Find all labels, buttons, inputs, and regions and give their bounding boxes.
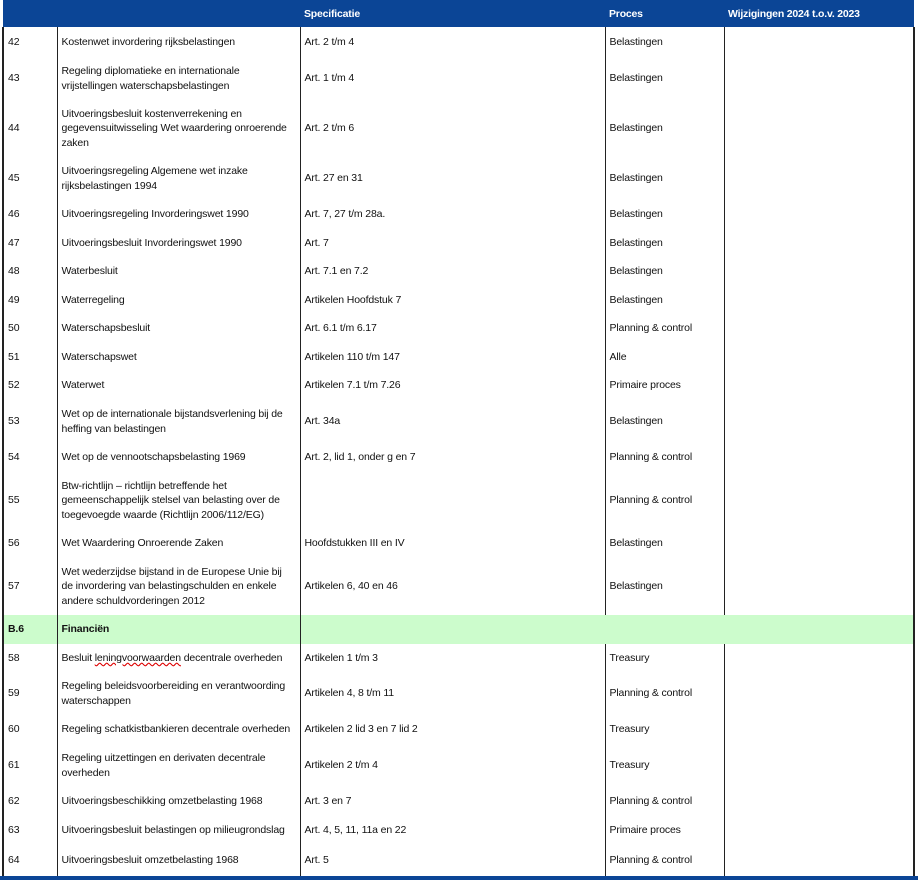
cell-nr: 62 — [3, 787, 57, 816]
table-row — [3, 672, 914, 715]
cell-nr: 53 — [3, 400, 57, 443]
cell-name: Waterwet — [57, 371, 300, 400]
cell-name: Wet op de internationale bijstandsverlening bij de heffing van belastingen — [57, 400, 300, 443]
cell-proces: Belastingen — [605, 57, 724, 100]
cell-proces: Planning & control — [605, 787, 724, 816]
cell-nr: 51 — [3, 343, 57, 371]
cell-proces: Belastingen — [605, 400, 724, 443]
cell-nr: 60 — [3, 715, 57, 744]
cell-name: Wet wederzijdse bijstand in de Europese Unie bij de invordering van belastingschulden en enkele andere schuldvorderingen 2012 — [57, 558, 300, 615]
cell-wijzigingen — [724, 286, 914, 314]
cell-name: Besluit leningvoorwaarden decentrale overheden — [57, 644, 300, 672]
cell-nr: 55 — [3, 472, 57, 529]
table-row — [3, 715, 914, 744]
cell-wijzigingen — [724, 816, 914, 845]
cell-specificatie: Artikelen 1 t/m 3 — [300, 644, 605, 672]
cell-specificatie: Art. 1 t/m 4 — [300, 57, 605, 100]
cell-name: Regeling schatkistbankieren decentrale overheden — [57, 715, 300, 744]
cell-proces: Planning & control — [605, 672, 724, 715]
cell-nr: 43 — [3, 57, 57, 100]
cell-name: Waterregeling — [57, 286, 300, 314]
cell-specificatie: Artikelen 7.1 t/m 7.26 — [300, 371, 605, 400]
cell-nr: 52 — [3, 371, 57, 400]
cell-nr: 61 — [3, 744, 57, 787]
cell-name: Regeling diplomatieke en internationale vrijstellingen waterschapsbelastingen — [57, 57, 300, 100]
table-row — [3, 57, 914, 100]
table-row — [3, 314, 914, 343]
cell-name: Uitvoeringsbesluit kostenverrekening en gegevensuitwisseling Wet waardering onroerende zaken — [57, 100, 300, 157]
cell-nr: B.6 — [3, 615, 57, 644]
table-row — [3, 400, 914, 443]
cell-nr: 64 — [3, 845, 57, 876]
cell-name: Regeling uitzettingen en derivaten decentrale overheden — [57, 744, 300, 787]
cell-specificatie: Artikelen 110 t/m 147 — [300, 343, 605, 371]
table-row — [3, 845, 914, 876]
cell-specificatie: Art. 2, lid 1, onder g en 7 — [300, 443, 605, 472]
cell-wijzigingen — [724, 343, 914, 371]
cell-nr: 59 — [3, 672, 57, 715]
table-row — [3, 286, 914, 314]
cell-proces: Primaire proces — [605, 371, 724, 400]
cell-proces: Belastingen — [605, 257, 724, 286]
cell-nr: 47 — [3, 229, 57, 257]
table-header-row — [3, 0, 914, 27]
section-row — [3, 615, 914, 644]
cell-nr: 46 — [3, 200, 57, 229]
cell-wijzigingen — [724, 615, 914, 644]
cell-wijzigingen — [724, 100, 914, 157]
table-row — [3, 100, 914, 157]
cell-name: Waterschapsbesluit — [57, 314, 300, 343]
cell-nr: 56 — [3, 529, 57, 558]
header-nr — [3, 0, 57, 27]
cell-name: Wet op de vennootschapsbelasting 1969 — [57, 443, 300, 472]
cell-nr: 57 — [3, 558, 57, 615]
header-name — [57, 0, 300, 27]
cell-proces: Belastingen — [605, 200, 724, 229]
cell-specificatie: Art. 2 t/m 6 — [300, 100, 605, 157]
table-row — [3, 200, 914, 229]
cell-wijzigingen — [724, 257, 914, 286]
table-row — [3, 27, 914, 57]
cell-specificatie: Artikelen 4, 8 t/m 11 — [300, 672, 605, 715]
cell-wijzigingen — [724, 529, 914, 558]
table-row — [3, 558, 914, 615]
spellcheck-flagged-word: leningvoorwaarden — [94, 651, 181, 664]
cell-wijzigingen — [724, 371, 914, 400]
cell-specificatie: Art. 27 en 31 — [300, 157, 605, 200]
cell-nr: 63 — [3, 816, 57, 845]
cell-nr: 45 — [3, 157, 57, 200]
cell-name: Uitvoeringsregeling Algemene wet inzake rijksbelastingen 1994 — [57, 157, 300, 200]
table-row — [3, 644, 914, 672]
cell-wijzigingen — [724, 472, 914, 529]
cell-name: Btw-richtlijn – richtlijn betreffende het gemeenschappelijk stelsel van belasting over de toegevoegde waarde (Richtlijn 2006/112/EG) — [57, 472, 300, 529]
cell-specificatie: Art. 2 t/m 4 — [300, 27, 605, 57]
cell-name: Uitvoeringsbeschikking omzetbelasting 1968 — [57, 787, 300, 816]
cell-name: Uitvoeringsbesluit omzetbelasting 1968 — [57, 845, 300, 876]
cell-name: Regeling beleidsvoorbereiding en verantwoording waterschappen — [57, 672, 300, 715]
cell-proces: Belastingen — [605, 229, 724, 257]
cell-proces: Alle — [605, 343, 724, 371]
cell-wijzigingen — [724, 27, 914, 57]
table-row — [3, 257, 914, 286]
header-specificatie: Specificatie — [300, 0, 605, 27]
cell-specificatie: Art. 7.1 en 7.2 — [300, 257, 605, 286]
cell-specificatie — [300, 615, 605, 644]
table-row — [3, 443, 914, 472]
cell-nr: 48 — [3, 257, 57, 286]
cell-nr: 50 — [3, 314, 57, 343]
cell-proces: Treasury — [605, 715, 724, 744]
table-body — [3, 27, 914, 876]
cell-proces: Planning & control — [605, 443, 724, 472]
cell-name: Kostenwet invordering rijksbelastingen — [57, 27, 300, 57]
cell-wijzigingen — [724, 644, 914, 672]
cell-specificatie: Art. 7 — [300, 229, 605, 257]
cell-specificatie: Art. 5 — [300, 845, 605, 876]
cell-proces: Belastingen — [605, 529, 724, 558]
cell-proces: Belastingen — [605, 100, 724, 157]
cell-wijzigingen — [724, 229, 914, 257]
cell-wijzigingen — [724, 443, 914, 472]
cell-specificatie — [300, 472, 605, 529]
cell-specificatie: Artikelen 6, 40 en 46 — [300, 558, 605, 615]
header-wijzigingen: Wijzigingen 2024 t.o.v. 2023 — [724, 0, 914, 27]
cell-proces — [605, 615, 724, 644]
cell-wijzigingen — [724, 157, 914, 200]
cell-nr: 49 — [3, 286, 57, 314]
table-row — [3, 157, 914, 200]
cell-name: Waterschapswet — [57, 343, 300, 371]
cell-specificatie: Artikelen Hoofdstuk 7 — [300, 286, 605, 314]
cell-proces: Belastingen — [605, 27, 724, 57]
cell-wijzigingen — [724, 400, 914, 443]
footer-bar — [0, 876, 918, 880]
cell-nr: 54 — [3, 443, 57, 472]
cell-proces: Belastingen — [605, 286, 724, 314]
cell-wijzigingen — [724, 57, 914, 100]
cell-name: Wet Waardering Onroerende Zaken — [57, 529, 300, 558]
cell-name: Uitvoeringsregeling Invorderingswet 1990 — [57, 200, 300, 229]
cell-specificatie: Art. 4, 5, 11, 11a en 22 — [300, 816, 605, 845]
cell-proces: Treasury — [605, 744, 724, 787]
cell-specificatie: Hoofdstukken III en IV — [300, 529, 605, 558]
cell-wijzigingen — [724, 787, 914, 816]
regulations-table — [2, 0, 915, 876]
cell-nr: 44 — [3, 100, 57, 157]
cell-wijzigingen — [724, 672, 914, 715]
cell-specificatie: Artikelen 2 lid 3 en 7 lid 2 — [300, 715, 605, 744]
cell-name: Waterbesluit — [57, 257, 300, 286]
table-row — [3, 472, 914, 529]
cell-nr: 58 — [3, 644, 57, 672]
table-row — [3, 371, 914, 400]
table-row — [3, 229, 914, 257]
cell-specificatie: Art. 6.1 t/m 6.17 — [300, 314, 605, 343]
cell-specificatie: Art. 7, 27 t/m 28a. — [300, 200, 605, 229]
table-row — [3, 529, 914, 558]
cell-proces: Planning & control — [605, 314, 724, 343]
cell-wijzigingen — [724, 200, 914, 229]
cell-specificatie: Artikelen 2 t/m 4 — [300, 744, 605, 787]
cell-nr: 42 — [3, 27, 57, 57]
cell-name: Financiën — [57, 615, 300, 644]
table-row — [3, 787, 914, 816]
cell-proces: Belastingen — [605, 558, 724, 615]
cell-name: Uitvoeringsbesluit Invorderingswet 1990 — [57, 229, 300, 257]
header-proces: Proces — [605, 0, 724, 27]
cell-wijzigingen — [724, 715, 914, 744]
table-row — [3, 816, 914, 845]
cell-wijzigingen — [724, 314, 914, 343]
table-row — [3, 744, 914, 787]
cell-specificatie: Art. 3 en 7 — [300, 787, 605, 816]
cell-proces: Primaire proces — [605, 816, 724, 845]
cell-proces: Treasury — [605, 644, 724, 672]
cell-specificatie: Art. 34a — [300, 400, 605, 443]
cell-proces: Belastingen — [605, 157, 724, 200]
table-row — [3, 343, 914, 371]
cell-proces: Planning & control — [605, 472, 724, 529]
cell-name: Uitvoeringsbesluit belastingen op milieugrondslag — [57, 816, 300, 845]
cell-wijzigingen — [724, 558, 914, 615]
cell-wijzigingen — [724, 845, 914, 876]
cell-wijzigingen — [724, 744, 914, 787]
cell-proces: Planning & control — [605, 845, 724, 876]
